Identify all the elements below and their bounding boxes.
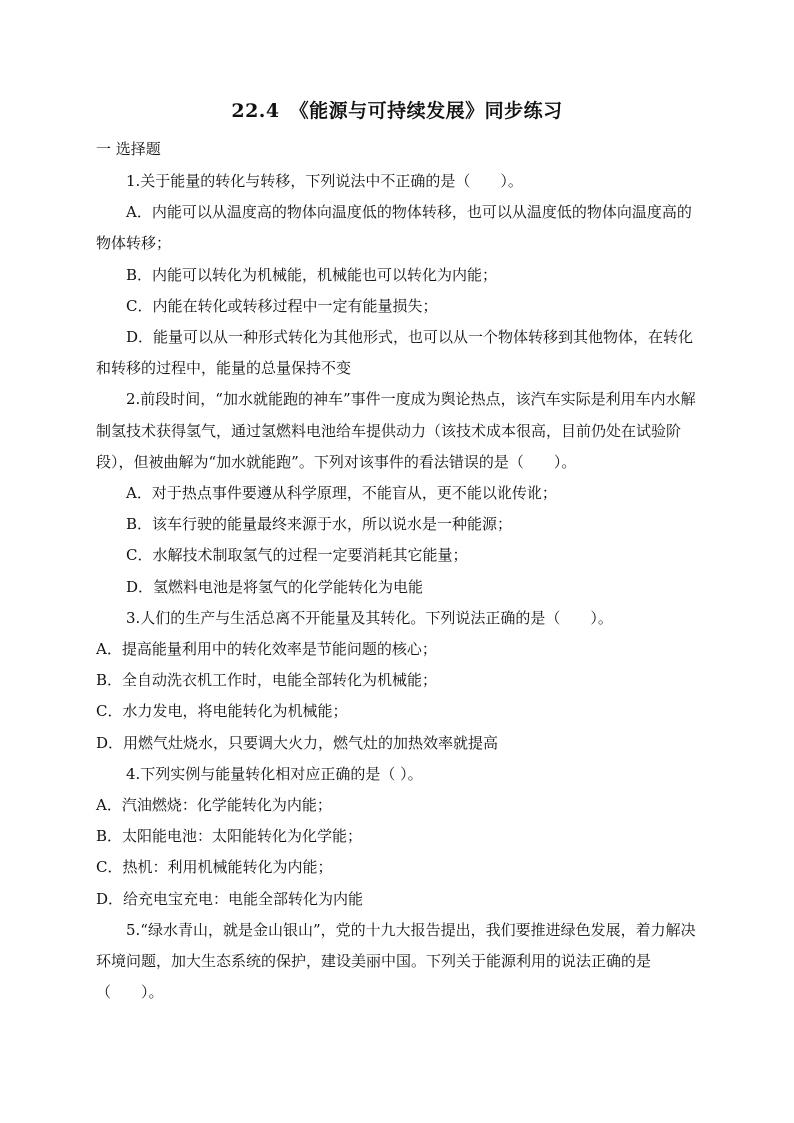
question-2-option-c: C．水解技术制取氢气的过程一定要消耗其它能量；: [126, 546, 468, 565]
question-4-option-b: B．太阳能电池：太阳能转化为化学能；: [96, 827, 363, 846]
question-1-option-a: A．内能可以从温度高的物体向温度低的物体转移，也可以从温度低的物体向温度高的物体转移；: [96, 203, 692, 253]
question-4-option-c: C．热机：利用机械能转化为内能；: [96, 858, 333, 877]
question-2-option-b: B．该车行驶的能量最终来源于水，所以说水是一种能源；: [126, 515, 513, 534]
question-3-option-d: D．用燃气灶烧水，只要调大火力，燃气灶的加热效率就提高: [96, 733, 499, 752]
question-3-option-c: C．水力发电，将电能转化为机械能；: [96, 702, 348, 721]
section-heading: 一 选择题: [96, 140, 161, 158]
question-list: [96, 166, 698, 1008]
question-1-option-d: D．能量可以从一种形式转化为其他形式，也可以从一个物体转移到其他物体，在转化和转移的过程中，能量的总量保持不变: [96, 328, 694, 378]
question-2-option-a: A．对于热点事件要遵从科学原理，不能盲从，更不能以讹传讹；: [126, 484, 557, 503]
question-3-option-a: A．提高能量利用中的转化效率是节能问题的核心；: [96, 640, 437, 659]
question-3-option-b: B．全自动洗衣机工作时，电能全部转化为机械能；: [96, 671, 438, 690]
question-1-option-c: C．内能在转化或转移过程中一定有能量损失；: [126, 296, 438, 315]
question-2-option-d: D．氢燃料电池是将氢气的化学能转化为电能: [126, 577, 424, 596]
question-4-stem: 4.下列实例与能量转化相对应正确的是（ ）。: [126, 764, 423, 783]
question-4-option-a: A．汽油燃烧：化学能转化为内能；: [96, 796, 332, 815]
question-1-stem: 1.关于能量的转化与转移，下列说法中不正确的是（ ）。: [126, 172, 523, 190]
question-1-option-b: B．内能可以转化为机械能，机械能也可以转化为内能；: [126, 265, 498, 284]
question-4-option-d: D．给充电宝充电：电能全部转化为内能: [96, 889, 364, 908]
question-5-stem: 5.“绿水青山，就是金山银山”，党的十九大报告提出，我们要推进绿色发展，着力解决环境问题，加大生态系统的保护，建设美丽中国。下列关于能源利用的说法正确的是（ ）。: [96, 920, 696, 1002]
document-title: 22.4 《能源与可持续发展》同步练习: [231, 100, 563, 122]
question-2-stem: 2.前段时间，“加水就能跑的神车”事件一度成为舆论热点，该汽车实际是利用车内水解制氢技术获得氢气，通过氢燃料电池给车提供动力（该技术成本很高，目前仍处在试验阶段），但被曲解为“加水就能跑”。下列对该事件的看法错误的是（ ）。: [96, 390, 696, 471]
question-3-stem: 3.人们的生产与生活总离不开能量及其转化。下列说法正确的是（ ）。: [126, 608, 613, 627]
